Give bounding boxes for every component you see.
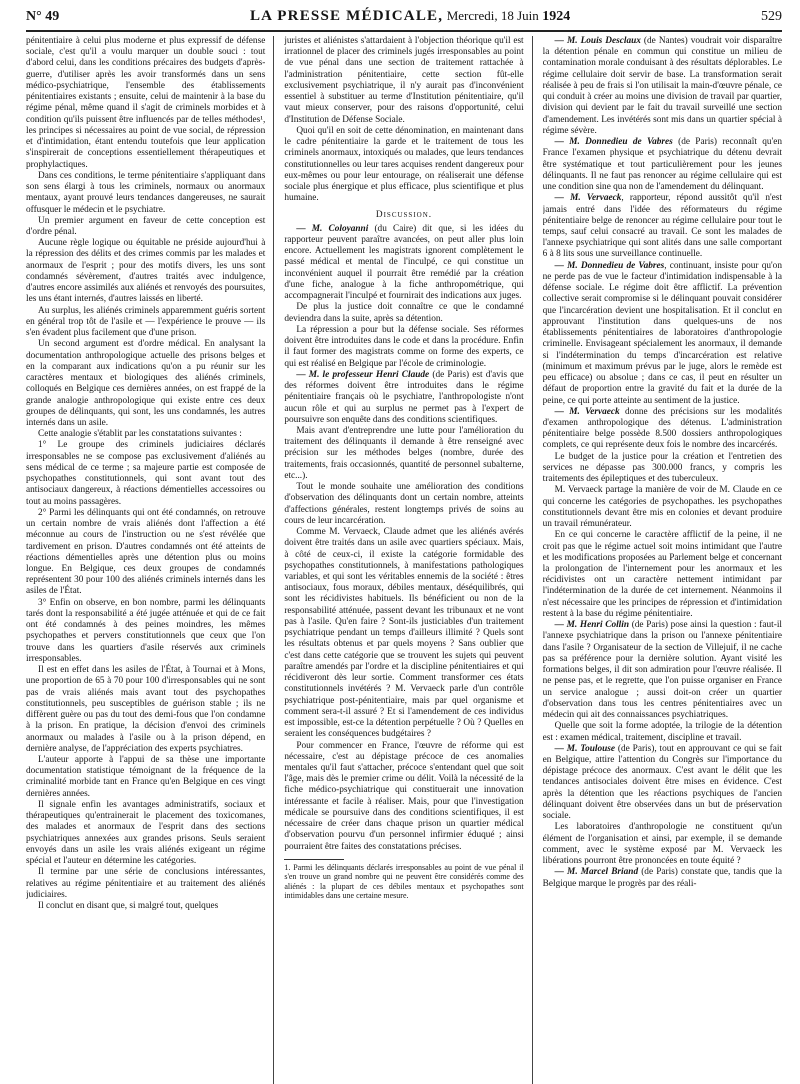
- column-1: [26, 36, 274, 1084]
- paragraph: 3° Enfin on observe, en bon nombre, parmi les délinquants tarés dont la responsabilité a été jugée atténuée et qui de ce fait ont été condamnés à des peines moindres, les mêmes psychopathes et pervers constitutionnels que ceux que l'on trouve dans les quartiers d'asile réservés aux criminels irresponsables.: [26, 597, 266, 664]
- paragraph-text: (de Paris) pose ainsi la question : faut-il l'annexe psychiatrique dans la prison ou l'annexe pénitentiaire dans l'asile ? Organisateur de la section de Villejuif, il ne cache pas sa préférence pour la dernière solution. Ayant visité les formations belges, il dit son admiration pour l'œuvre réalisée. Il ne pense pas, et le regrette, que l'on puisse organiser en France un service analogue ; aussi doit-on créer un quartier d'observation dans tous les centres pénitentiaires avec un médecin qui ait des connaissances psychiatriques.: [542, 620, 782, 721]
- speaker-name: — M. Donnedieu de Vabres: [554, 260, 665, 271]
- issue-number: N° 49: [26, 9, 60, 24]
- paragraph: [543, 867, 782, 889]
- paragraph: pénitentiaire à celui plus moderne et plus expressif de défense sociale, c'est qu'il a voulu marquer un double souci : tout d'abord celui, dans les conditions précaires des budgets d'après-guerre, d'utiliser après les avoir transformés dans un sens médico-psychiatrique, l'ensemble des établissements pénitentiaires existants ; ensuite, celui de maintenir à la base du régime pénal, même quand il s'agit de criminels morbides et à condition qu'ils puissent être influencés par de telles méthodes¹, les principes si nécessaires au point de vue social, de répression et d'intimidation, étant entendu toutefois que leur application s'inspirerait de conceptions essentiellement thérapeutiques et prophylactiques.: [26, 36, 266, 170]
- speaker-name: — M. Louis Desclaux: [554, 36, 641, 46]
- column-2: [284, 36, 532, 1084]
- speaker-name: — M. Vervaeck: [554, 193, 622, 204]
- speaker-name: — M. Donnedieu de Vabres: [554, 137, 673, 148]
- paragraph-text: (du Caire) dit que, si les idées du rapporteur peuvent paraître avancées, on peut aller plus loin encore. Actuellement les magistrats ignorent complètement le passé médical et mental de l'inculpé, ce qui constitue un inconvénient auquel il pourrait être remédié par la création d'une fiche, analogue à la fiche anthropométrique, qui accompagnerait l'inculpé et fournirait des indications aux juges.: [284, 223, 524, 302]
- paragraph-text: (de Paris) constate que, tandis que la Belgique marque le progrès par des réali-: [542, 867, 782, 889]
- discussion-heading: Discussion.: [375, 209, 433, 220]
- paragraph: [284, 370, 523, 426]
- footnote-rule: [284, 859, 344, 860]
- paragraph: Au surplus, les aliénés criminels apparemment guéris sortent en général trop tôt de l'asile et — l'expérience le prouve — ils s'en évadent plus facilement que d'une prison.: [26, 305, 266, 339]
- footnote: 1. Parmi les délinquants déclarés irresponsables au point de vue pénal il s'en trouve un grand nombre qui ne peuvent être considérés comme des aliénés : la plupart de ces débiles mentaux et psychopathes sont intimidables dans une certaine mesure.: [284, 862, 524, 901]
- running-head: [26, 8, 782, 30]
- paragraph: Il termine par une série de conclusions intéressantes, relatives au régime pénitentiaire et au traitement des aliénés judiciaires.: [26, 867, 266, 900]
- paragraph: Un second argument est d'ordre médical. En analysant la documentation anthropologique actuelle des prisons belges et en la comparant aux indications qu'on a pu réunir sur les caractères mentaux et biologiques des aliénés criminels, colloqués en Belgique ces dernières années, on est frappé de la grande analogie anthropologique qui existe entre ces deux groupes de délinquants, qui sont, les uns condamnés, les autres internés dans un asile.: [26, 339, 266, 428]
- paragraph: [543, 193, 782, 260]
- paragraph: Quoi qu'il en soit de cette dénomination, en maintenant dans le cadre pénitentiaire la garde et le traitement de tous les criminels anormaux, intoxiqués ou malades, que leurs tendances constitutionnelles ou leur tares acquises rendent dangereux pour eux-mêmes ou pour leur entourage, on réaliserait une défense sociale plus énergique et plus efficace, plus scientifique et plus humaine.: [284, 125, 524, 204]
- paragraph: juristes et aliénistes s'attardaient à l'objection théorique qu'il est irrationnel de placer des criminels jugés irresponsables au point de vue pénal dans une section de traitement rattachée à l'administration pénitentiaire, cette section fût-elle exclusivement psychiatrique, il n'y aurait pas d'inconvénient essentiel à substituer au terme d'Institution pénitentiaire, qu'il vaut mieux conserver, pour des raisons d'opportunité, celui d'Institution de Défense Sociale.: [284, 36, 524, 125]
- paragraph: Il est en effet dans les asiles de l'État, à Tournai et à Mons, une proportion de 65 à 70 pour 100 d'irresponsables qui ne sont pas de vrais aliénés mais avant tout des psychopathes constitutionnels, peu susceptibles de guérison stable ; ils ne diffèrent guère ou pas du tout des demi-fous que l'on condamne à la prison. En pratique, la décision d'envoi des criminels anormaux ou malades à l'asile ou à la prison dépend, en dernière analyse, de l'appréciation des experts psychiatres.: [26, 665, 266, 754]
- paragraph: [284, 741, 523, 853]
- header-rule: [26, 30, 782, 32]
- speaker-name: — M. Henri Collin: [554, 620, 630, 631]
- paragraph: [543, 620, 782, 721]
- paragraph-text: Les laboratoires d'anthropologie ne constituent qu'un élément de l'organisation et ainsi, par exemple, il se demande comment, avec le système exposé par M. Vervaeck les libérations pourront être prononcées en toute équité ?: [542, 822, 782, 867]
- paragraph: [543, 485, 782, 530]
- journal-title: LA PRESSE MÉDICALE,: [249, 8, 444, 24]
- speaker-name: — M. Toulouse: [554, 743, 616, 754]
- paragraph-text: Tout le monde souhaite une amélioration des conditions d'observation des délinquants dont un certain nombre, atteints d'affections générales, restent longtemps privés de soins au cours de leur incarcération.: [284, 482, 524, 526]
- column-3: [543, 36, 782, 1084]
- paragraph-text: Pour commencer en France, l'œuvre de réforme qui est nécessaire, c'est au dépistage précoce de ces anomalies mentales qu'il faut s'attacher, précoce s'entendant quel que soit l'âge, mais dès le premier crime ou délit. Voilà la nécessité de la fiche médico-psychiatrique qui constituerait une innovation intéressante et facile à réaliser. Mais, pour que l'investigation médicale se poursuive dans des conditions scientifiques, il est nécessaire de créer dans chaque prison un quartier médical d'observation pourvu d'un personnel infirmier éduqué ; ainsi pourraient être faites des constatations précises.: [284, 740, 524, 852]
- text-columns: [26, 36, 782, 1084]
- paragraph: 1° Le groupe des criminels judiciaires déclarés irresponsables ne se compose pas exclusivement d'aliénés au sens médical de ce terme ; sa majeure partie est composée de psychopathes constitutionnels, qui sont avant tout des antisociaux dangereux, à réactions démentielles accessoires ou tout au moins passagères.: [26, 440, 266, 507]
- paragraph: [543, 744, 782, 823]
- paragraph-text: Quelle que soit la forme adoptée, la trilogie de la détention est : examen médical, traitement, discipline et travail.: [542, 721, 782, 743]
- paragraph-text: (de Paris) est d'avis que des réformes doivent être introduites dans le régime pénitentiaire français où le psychiatre, l'anthropologiste n'ont aucun rôle et qui au surplus ne permet pas à l'expert de poursuivre son enquête dans des conditions scientifiques.: [284, 369, 524, 425]
- paragraph: [543, 407, 782, 452]
- discussion-body: [284, 224, 523, 853]
- paragraph: [543, 721, 782, 743]
- speaker-name: — M. le professeur Henri Claude: [296, 369, 430, 380]
- paragraph: [284, 302, 523, 324]
- speaker-name: — M. Vervaeck: [554, 406, 620, 417]
- paragraph-text: Le budget de la justice pour la création et l'entretien des services ne dépasse pas 300.000 francs, y compris les traitements des épileptiques et des tuberculeux.: [542, 451, 782, 485]
- paragraph-text: , rapporteur, répond aussitôt qu'il n'est jamais entré dans l'idée des réformateurs du régime pénitentiaire belge de renoncer au régime cellulaire pour tout le temps, sauf celui consacré au travail. Ce sont les malades de l'annexe psychiatrique qui sont alités dans une salle comportant 6 à 8 lits sous une surveillance continuelle.: [542, 193, 782, 260]
- paragraph: Il conclut en disant que, si malgré tout, quelques: [38, 901, 219, 912]
- paragraph-text: , continuant, insiste pour qu'on ne perde pas de vue le facteur d'intimidation indispensable à la défense sociale. Le régime doit être afflictif. La prévention collective serait compromise si le délinquant pouvait considérer que l'incarcération devient une hospitalisation. Et il conclut en approuvant l'institution dans quelques-uns de nos établissements pénitentiaires de laboratoires d'anthropologie criminelle. Envisageant spécialement les anormaux, il demande si l'indétermination du temps d'incarcération est relative (minimum et maximum prévus par le juge, alors le remède est peu efficace) ou absolue ; dans ce cas, il peut en résulter un défaut de proportion entre la gravité du fait et la durée de la peine, ce qui porte atteinte au sentiment de la justice.: [542, 260, 782, 406]
- paragraph-text: Comme M. Vervaeck, Claude admet que les aliénés avérés doivent être traités dans un asile avec quartiers spéciaux. Mais, à côté de ceux-ci, il existe la catégorie formidable des psychopathes constitutionnels, à manifestations pathologiques variables, et qui sont les véritables ennemis de la société : êtres antisociaux, fous moraux, débiles mentaux, déséquilibrés, qui sont les récidivistes habituels. Ils bénéficient ou non de la responsabilité atténuée, passent devant les tribunaux et ne vont pas à l'asile. Qu'en faire ? Sont-ils justiciables d'un traitement psychiatrique pendant un temps d'ailleurs illimité ? Quels sont les résultats obtenus et par quels moyens ? Sans oublier que c'est dans cette catégorie que se trouvent les sujets qui peuvent paraître amendés par l'ordre et la discipline pénitentiaires et qui récidiveront dès leur sortie. Comment transformer ces états constitutionnels invétérés ? M. Vervaeck parle d'un contrôle psychiatrique post-pénitentiaire, mais par quel organisme et comment sera-t-il assuré ? Et si l'amendement de ces individus est impossible, est-ce la détention perpétuelle ? Où ? Quelles en seraient les conséquences budgétaires ?: [284, 527, 524, 740]
- paragraph: Cette analogie s'établit par les constatations suivantes :: [38, 429, 242, 440]
- paragraph-text: M. Vervaeck partage la manière de voir de M. Claude en ce qui concerne les catégories de psychopathes. les psychopathes constitutionnels devant être mis en colonies et devant produire un travail rémunérateur.: [542, 485, 782, 530]
- speaker-name: — M. Coloyanni: [296, 223, 369, 234]
- issue-date: Mercredi, 18 Juin: [446, 8, 539, 23]
- paragraph: [543, 452, 782, 486]
- paragraph: Il signale enfin les avantages administratifs, sociaux et thérapeutiques qu'entrainerait le placement des toxicomanes, des malades et anormaux de l'esprit dans des sections psychiatriques annexées aux grandes prisons. Seuls seraient envoyés dans un asile les vrais aliénés exigeant un régime spécial et l'auteur en détermine les catégories.: [26, 799, 266, 867]
- paragraph-text: Mais avant d'entreprendre une lutte pour l'amélioration du traitement des délinquants il demande à être renseigné avec précision sur les méthodes belges (nombre, durée des traitements, frais occasionnés, quantité de personnel subalterne, etc...).: [284, 425, 524, 481]
- paragraph-text: (de Paris) reconnaît qu'en France l'examen physique et psychiatrique du détenu devrait être systématique et tout particulièrement pour les jeunes délinquants. Il ne faut pas renoncer au régime cellulaire qui est une condition sine qua non de l'amendement du délinquant.: [542, 137, 782, 193]
- paragraph: [284, 527, 523, 740]
- paragraph: Dans ces conditions, le terme pénitentiaire s'appliquant dans son sens élargi à tous les criminels, normaux ou anormaux mentaux, ayant prouvé leurs tendances dangereuses, ne saurait offusquer le médecin et le psychiatre.: [26, 170, 266, 215]
- paragraph-text: La répression a pour but la défense sociale. Ses réformes doivent être introduites dans le code et dans la procédure. Enfin il faut former des magistrats comme on forme des experts, ce qui est réalisé en Belgique par l'école de criminologie.: [284, 324, 524, 369]
- paragraph: L'auteur apporte à l'appui de sa thèse une importante documentation statistique témoignant de la fréquence de la criminalité morbide tant en France qu'en Belgique en ces vingt dernières années.: [26, 755, 266, 799]
- paragraph: [284, 482, 523, 527]
- paragraph: [543, 261, 782, 407]
- paragraph: [284, 224, 523, 303]
- paragraph: Aucune règle logique ou équitable ne préside aujourd'hui à la répression des délits et des crimes commis par les malades et anormaux de l'esprit ; pour des motifs divers, les uns sont condamnés sévèrement, d'autres traités avec indulgence, d'autres encore assimilés aux aliénés et renvoyés des poursuites, les uns étant internés, d'autres laissés en liberté.: [26, 238, 266, 305]
- paragraph: [543, 36, 782, 137]
- issue-year: 1924: [542, 9, 571, 24]
- paragraph: [284, 426, 523, 482]
- paragraph-text: donne des précisions sur les modalités d'examen anthropologique des détenus. L'administration pénitentiaire belge possède 8.500 dossiers anthropologiques complets, ce qui représente deux fois le nombre des incarcérés.: [542, 406, 782, 451]
- page-number: 529: [760, 9, 782, 24]
- masthead: [250, 8, 570, 25]
- paragraph: 2° Parmi les délinquants qui ont été condamnés, on retrouve un certain nombre de vrais aliénés dont l'affection a été méconnue au cours de l'instruction ou ne s'est révélée que tardivement en prison. D'autres condamnés ont été atteints de réactions démentielles après une détention plus ou moins longue. En Belgique, ces deux groupes de condamnés représentent 30 pour 100 des aliénés criminels internés dans les asiles de l'État.: [26, 507, 266, 597]
- paragraph-text: (de Nantes) voudrait voir disparaître la détention pénale en commun qui constitue un milieu de contamination morale conduisant à des résultats déplorables. Le régime cellulaire doit servir de base. La transformation serait réalisée à peu de frais si l'on utilisait la main-d'œuvre pénale, ce qui conduit à créer au moins une division de travail par quartier, division qui devient par le fait du travail surveillé une section d'amendement. Les invétérés sont mis dans un quartier spécial à régime sévère.: [542, 36, 782, 136]
- paragraph-text: De plus la justice doit connaître ce que le condamné deviendra dans la suite, après sa détention.: [284, 302, 524, 324]
- paragraph: [543, 137, 782, 193]
- paragraph: Un premier argument en faveur de cette conception est d'ordre pénal.: [26, 215, 266, 237]
- paragraph: [284, 325, 523, 370]
- speaker-name: — M. Marcel Briand: [554, 867, 639, 878]
- paragraph: [543, 822, 782, 867]
- paragraph: [543, 530, 782, 620]
- paragraph-text: En ce qui concerne le caractère afflictif de la peine, il ne croit pas que le régime actuel soit moins intimidant que l'autre et les modifications proposées au Parlement belge et concernant la prolongation de l'internement pour les anormaux et les récidivistes ont un caractère nettement intimidant par l'indétermination de la durée de cet internement. Néanmoins il n'est nécessaire que les principes de répression et d'intimidation restent à la base du régime pénitentiaire.: [542, 530, 782, 619]
- paragraph-text: (de Paris), tout en approuvant ce qui se fait en Belgique, attire l'attention du Congrès sur l'importance du dépistage précoce des anormaux. C'est avant le délit que les tendances antisociales doivent être mises en évidence. C'est après la détention que les réactions psychiques de l'ancien délinquant doivent être observées dans un but de préservation sociale.: [542, 743, 782, 822]
